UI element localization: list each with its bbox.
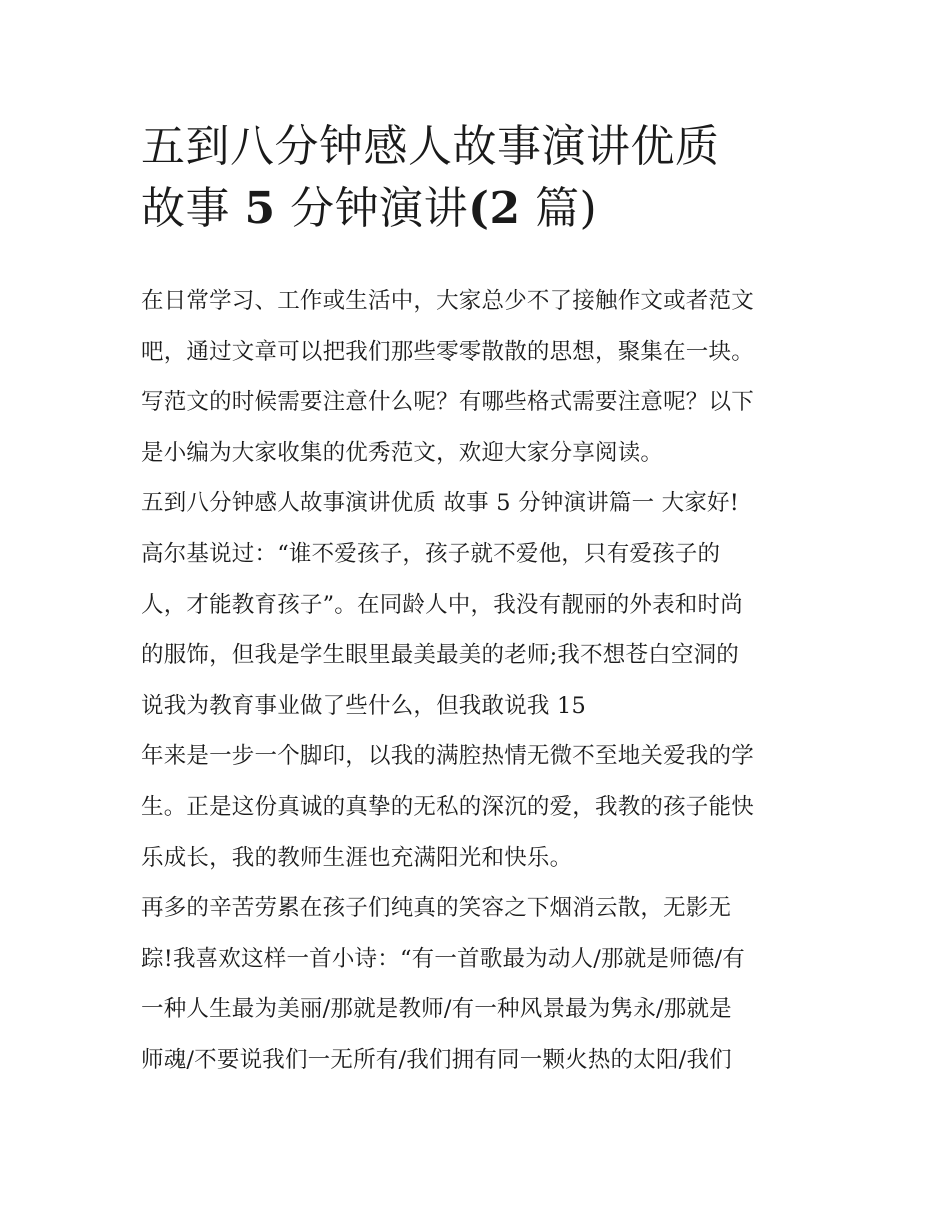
body-line: 踪!我喜欢这样一首小诗：“有一首歌最为动人/那就是师德/有 <box>141 945 746 972</box>
body-line: 吧，通过文章可以把我们那些零零散散的思想，聚集在一块。 <box>141 338 754 365</box>
body-line: 写范文的时候需要注意什么呢？有哪些格式需要注意呢？以下 <box>141 389 754 416</box>
body-line: 高尔基说过：“谁不爱孩子，孩子就不爱他，只有爱孩子的 <box>141 540 721 567</box>
title-line-2-middle: 分钟演讲 <box>290 183 469 234</box>
body-line: 再多的辛苦劳累在孩子们纯真的笑容之下烟消云散，无影无 <box>141 895 732 922</box>
title-line-2-suffix: 篇) <box>535 183 598 234</box>
title-line-2-number: 5 <box>244 183 276 234</box>
title-line-2-paren: (2 <box>468 183 521 234</box>
title-line-1: 五到八分钟感人故事演讲优质 <box>141 121 720 172</box>
body-line: 乐成长，我的教师生涯也充满阳光和快乐。 <box>141 844 573 871</box>
body-line: 在日常学习、工作或生活中，大家总少不了接触作文或者范文 <box>141 288 754 314</box>
body-line: 人，才能教育孩子”。在同龄人中，我没有靓丽的外表和时尚 <box>141 591 743 618</box>
body-line: 是小编为大家收集的优秀范文，欢迎大家分享阅读。 <box>141 439 664 466</box>
body-line: 一种人生最为美丽/那就是教师/有一种风景最为隽永/那就是 <box>141 996 732 1023</box>
body-line: 的服饰，但我是学生眼里最美最美的老师;我不想苍白空洞的 <box>141 642 739 669</box>
document-body <box>141 276 841 1086</box>
body-line: 年来是一步一个脚印，以我的满腔热情无微不至地关爱我的学 <box>141 743 754 770</box>
body-line: 五到八分钟感人故事演讲优质 故事 5 分钟演讲篇一 大家好! <box>141 490 739 517</box>
body-line: 生。正是这份真诚的真挚的无私的深沉的爱，我教的孩子能快 <box>141 793 754 820</box>
document-title <box>141 116 831 240</box>
body-line: 说我为教育事业做了些什么，但我敢说我 15 <box>141 692 586 719</box>
body-line: 师魂/不要说我们一无所有/我们拥有同一颗火热的太阳/我们 <box>141 1046 732 1073</box>
title-line-2-prefix: 故事 <box>141 183 230 234</box>
